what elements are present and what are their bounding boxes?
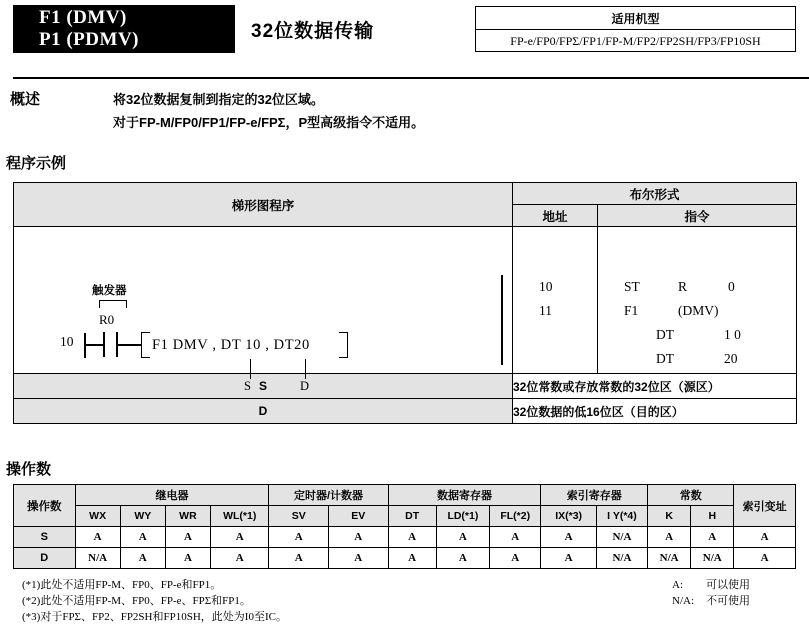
- boolean-header: 布尔形式: [513, 183, 797, 205]
- operand-col-wl: WL(*1): [210, 506, 268, 527]
- instr-value-3: 20: [724, 351, 738, 366]
- instruction-bracket-close-icon: [339, 332, 348, 358]
- operand-cell-d-ev: A: [328, 548, 388, 569]
- operand-col-wr: WR: [165, 506, 210, 527]
- operand-cell-d-ix: A: [541, 548, 596, 569]
- header: [13, 5, 796, 53]
- footnote-1: (*1)此处不适用FP-M、FP0、FP-e和FP1。: [22, 579, 222, 591]
- operand-group-data-register: 数据寄存器: [388, 485, 541, 506]
- operand-col-sv: SV: [269, 506, 329, 527]
- operand-cell-s-ix: A: [541, 527, 596, 548]
- legend-row-na: [672, 593, 750, 609]
- operand-col-iy: I Y(*4): [596, 506, 647, 527]
- contact-bar-left-icon: [103, 332, 105, 357]
- instr-operand-2: DT: [656, 327, 674, 342]
- operand-marker-s: S: [244, 379, 251, 393]
- instr-operand-3: DT: [656, 351, 674, 366]
- trigger-bracket-icon: [99, 300, 127, 308]
- legend-desc-a: 可以使用: [706, 579, 750, 591]
- applicable-model-title: 适用机型: [476, 7, 795, 30]
- operand-def-key-0: S: [14, 374, 513, 399]
- wire-segment-2: [117, 344, 142, 346]
- right-power-rail: [501, 275, 503, 365]
- instruction-code-line-1: F1 (DMV): [39, 7, 127, 28]
- address-list: [513, 227, 597, 373]
- operand-row-label-s: S: [14, 527, 76, 548]
- instruction-code-line-2: P1 (PDMV): [39, 29, 139, 50]
- operand-cell-d-wy: A: [120, 548, 165, 569]
- operand-col-fl: FL(*2): [490, 506, 541, 527]
- ladder-header: 梯形图程序: [14, 183, 513, 227]
- operand-def-key-1: D: [14, 399, 513, 424]
- operand-col-wy: WY: [120, 506, 165, 527]
- operand-cell-d-h: N/A: [691, 548, 734, 569]
- operand-col-h: H: [691, 506, 734, 527]
- operand-col-ld: LD(*1): [436, 506, 489, 527]
- operand-col-wx: WX: [75, 506, 120, 527]
- operand-cell-s-sv: A: [269, 527, 329, 548]
- instr-value-0: 0: [728, 279, 735, 294]
- operand-cell-s-wy: A: [120, 527, 165, 548]
- overview-text: [113, 88, 424, 134]
- applicable-model-list: FP-e/FP0/FPΣ/FP1/FP-M/FP2/FP2SH/FP3/FP10SH: [510, 33, 761, 48]
- operand-cell-s-ld: A: [436, 527, 489, 548]
- page-title: 32位数据传输: [251, 20, 375, 42]
- instr-mnemonic-1: F1: [624, 303, 639, 318]
- instruction-bracket-open-icon: [141, 332, 150, 358]
- instr-value-2: 1 0: [724, 327, 741, 342]
- operands-title: 操作数: [6, 461, 52, 478]
- ladder-diagram: [14, 227, 512, 393]
- footnote-2: (*2)此处不适用FP-M、FP0、FP-e、FPΣ和FP1。: [22, 595, 251, 607]
- operand-cell-s-k: A: [648, 527, 691, 548]
- legend-key-a: A:: [672, 579, 683, 591]
- instruction-list: [598, 227, 796, 373]
- operand-group-constant: 常数: [648, 485, 734, 506]
- instr-operand-1: (DMV): [678, 303, 719, 318]
- operand-cell-d-index: A: [734, 548, 796, 569]
- footnotes: [22, 577, 287, 625]
- instr-mnemonic-0: ST: [624, 279, 640, 294]
- operand-cell-d-sv: A: [269, 548, 329, 569]
- overview-line-1: 将32位数据复制到指定的32位区域。: [113, 92, 324, 107]
- operand-cell-d-iy: N/A: [596, 548, 647, 569]
- operand-group-index-modifier: 索引变址: [734, 485, 796, 527]
- operand-row-label-d: D: [14, 548, 76, 569]
- operand-cell-s-wr: A: [165, 527, 210, 548]
- operand-cell-s-wx: A: [75, 527, 120, 548]
- address-value-1: 11: [539, 303, 552, 318]
- operand-cell-d-fl: A: [490, 548, 541, 569]
- operand-cell-s-fl: A: [490, 527, 541, 548]
- table-row: [14, 548, 796, 569]
- ladder-diagram-cell: [14, 227, 513, 393]
- operand-def-desc-1: 32位数据的低16位区（目的区）: [513, 399, 797, 424]
- operand-group-timer-counter: 定时器/计数器: [269, 485, 388, 506]
- operand-col-ev: EV: [328, 506, 388, 527]
- program-example-title: 程序示例: [6, 155, 67, 172]
- ladder-instruction-text: F1 DMV , DT 10 , DT20: [152, 337, 310, 353]
- wire-segment-1: [84, 344, 103, 346]
- operand-cell-s-index: A: [734, 527, 796, 548]
- operands-sub-header-row: [14, 506, 796, 527]
- address-header: 地址: [513, 205, 598, 227]
- applicable-model-box: [475, 6, 796, 52]
- legend-key-na: N/A:: [672, 595, 694, 607]
- operand-cell-d-dt: A: [388, 548, 436, 569]
- overview-line-2: 对于FP-M/FP0/FP1/FP-e/FPΣ，P型高级指令不适用。: [113, 115, 425, 130]
- legend-row-a: [672, 577, 750, 593]
- operand-group-relay: 继电器: [75, 485, 269, 506]
- left-power-rail: [84, 333, 86, 358]
- operand-col-k: K: [648, 506, 691, 527]
- legend: [672, 577, 750, 609]
- operand-cell-d-ld: A: [436, 548, 489, 569]
- instruction-header: 指令: [598, 205, 797, 227]
- contact-label: R0: [99, 312, 115, 327]
- operand-cell-d-wx: N/A: [75, 548, 120, 569]
- operand-cell-s-h: A: [691, 527, 734, 548]
- operands-group-header-row: [14, 485, 796, 506]
- legend-desc-na: 不可使用: [706, 595, 750, 607]
- leader-line-s: [250, 359, 251, 379]
- operand-def-desc-0: 32位常数或存放常数的32位区（源区）: [513, 374, 797, 399]
- operand-cell-d-wr: A: [165, 548, 210, 569]
- operand-group-index-register: 索引寄存器: [541, 485, 648, 506]
- overview-label: 概述: [10, 91, 41, 108]
- operand-cell-d-wl: A: [210, 548, 268, 569]
- operand-cell-s-iy: N/A: [596, 527, 647, 548]
- instr-operand-0: R: [678, 279, 688, 294]
- operand-cell-s-wl: A: [210, 527, 268, 548]
- operands-table: [13, 484, 796, 569]
- operand-cell-d-k: N/A: [648, 548, 691, 569]
- header-divider: [13, 77, 809, 79]
- footnote-3: (*3)对于FPΣ、FP2、FP2SH和FP10SH，此处为I0至IC。: [22, 611, 287, 623]
- operand-marker-d: D: [300, 379, 310, 393]
- address-value-0: 10: [539, 279, 553, 294]
- operand-col-dt: DT: [388, 506, 436, 527]
- operand-col-ix: IX(*3): [541, 506, 596, 527]
- trigger-label: 触发器: [92, 285, 127, 297]
- program-example-table: [13, 182, 797, 424]
- operands-corner-label: 操作数: [14, 485, 76, 527]
- operand-cell-s-ev: A: [328, 527, 388, 548]
- leader-line-d: [305, 359, 306, 379]
- table-row: [14, 527, 796, 548]
- instruction-column-cell: [598, 227, 797, 374]
- ladder-step-number: 10: [60, 334, 74, 349]
- address-column-cell: [513, 227, 598, 374]
- instruction-code-box: [13, 5, 235, 53]
- operand-cell-s-dt: A: [388, 527, 436, 548]
